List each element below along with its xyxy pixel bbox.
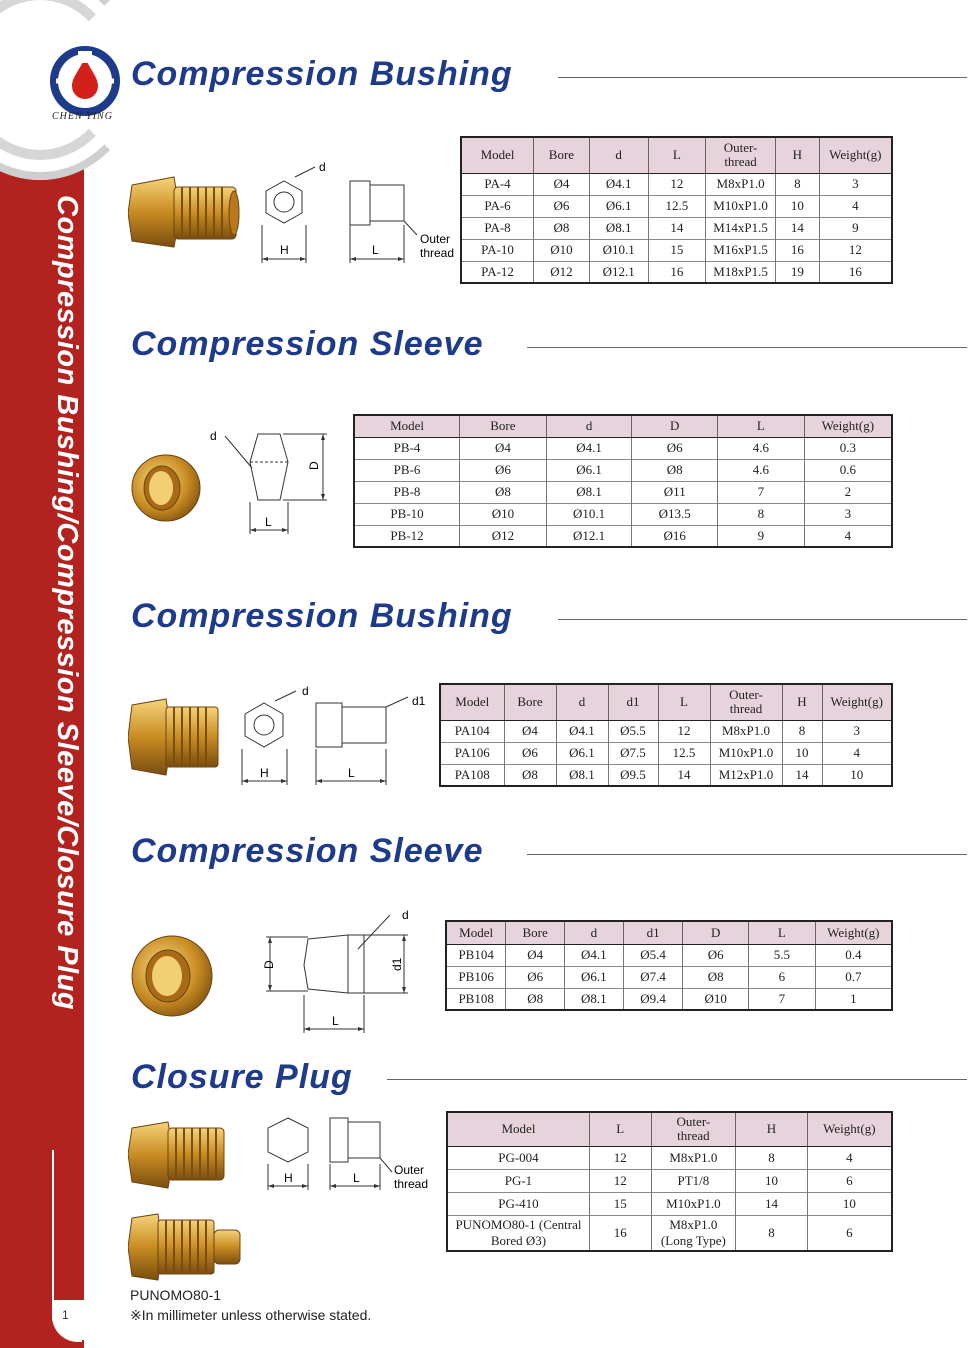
table-cell: 14 <box>648 217 706 239</box>
table-cell: PB106 <box>446 966 506 988</box>
dim-label: L <box>332 1014 339 1028</box>
table-cell: Ø6.1 <box>565 966 624 988</box>
column-header: Model <box>461 137 534 173</box>
table-cell: Ø5.5 <box>608 720 658 742</box>
table-cell: Ø4.1 <box>556 720 608 742</box>
column-header: H <box>736 1112 807 1146</box>
section-rule <box>387 1079 967 1080</box>
table-cell: Ø4 <box>534 173 590 195</box>
column-header: Model <box>440 684 504 720</box>
table-cell: M10xP1.0 <box>710 742 782 764</box>
spec-table <box>446 1111 893 1252</box>
table-cell: 2 <box>804 481 892 503</box>
table-cell: Ø8.1 <box>565 988 624 1010</box>
table-cell: 0.7 <box>815 966 892 988</box>
dim-label: d <box>210 429 217 443</box>
table-body <box>354 437 892 547</box>
table-cell: Ø6.1 <box>546 459 632 481</box>
table-body <box>461 173 892 283</box>
spec-table <box>439 683 893 787</box>
dim-label: L <box>372 243 379 257</box>
section-title: Compression Bushing <box>131 55 513 93</box>
section-title: Compression Bushing <box>131 597 513 635</box>
column-header <box>651 1112 736 1146</box>
table-cell: 9 <box>718 525 805 547</box>
table-cell: 8 <box>782 720 822 742</box>
table-cell: Ø6 <box>683 944 749 966</box>
table-cell: Ø16 <box>632 525 718 547</box>
table-cell: Ø6 <box>504 742 556 764</box>
dim-label: thread <box>420 246 455 260</box>
column-header: Weight(g) <box>804 415 892 437</box>
table-cell: Ø4.1 <box>565 944 624 966</box>
table-cell: 8 <box>775 173 819 195</box>
spec-table <box>460 136 893 284</box>
column-header-text: Outer-thread <box>723 140 758 170</box>
table-cell: PA108 <box>440 764 504 786</box>
table-cell: Ø9.5 <box>608 764 658 786</box>
dim-label: H <box>280 243 289 257</box>
table-cell: M8xP1.0 <box>710 720 782 742</box>
table-cell: PB-12 <box>354 525 460 547</box>
dim-label: d <box>402 908 409 922</box>
table-cell: Ø5.4 <box>623 944 683 966</box>
column-header-text: Outer-thread <box>676 1114 711 1144</box>
table-cell: 15 <box>589 1192 651 1215</box>
table-cell: Ø10.1 <box>589 239 648 261</box>
column-header: L <box>589 1112 651 1146</box>
table-cell: 3 <box>822 720 892 742</box>
table-cell: 10 <box>736 1169 807 1192</box>
table-cell: M16xP1.5 <box>706 239 776 261</box>
table-cell: 4 <box>819 195 892 217</box>
table-cell: 10 <box>782 742 822 764</box>
table-cell: 12.5 <box>648 195 706 217</box>
dim-label: L <box>348 766 355 780</box>
column-header: d <box>565 921 624 944</box>
table-cell: Ø6 <box>534 195 590 217</box>
table-cell: Ø8 <box>534 217 590 239</box>
column-header: d <box>546 415 632 437</box>
table-body <box>446 944 892 1010</box>
column-header: d <box>589 137 648 173</box>
table-cell: 16 <box>589 1215 651 1251</box>
table-cell: 8 <box>736 1215 807 1251</box>
table-cell: 6 <box>807 1215 892 1251</box>
table-cell: Ø6 <box>460 459 547 481</box>
table-cell: 12 <box>648 173 706 195</box>
sleeve-photo <box>128 930 218 1020</box>
table-cell: PB-4 <box>354 437 460 459</box>
table-cell: PA104 <box>440 720 504 742</box>
table-cell: Ø12.1 <box>546 525 632 547</box>
table-cell: 6 <box>749 966 816 988</box>
column-header: L <box>749 921 816 944</box>
table-cell: 12 <box>819 239 892 261</box>
table-row <box>461 217 892 239</box>
dim-label: Outer <box>394 1163 425 1177</box>
spec-table <box>445 920 893 1011</box>
dim-label: L <box>353 1171 360 1185</box>
footnote: ※In millimeter unless otherwise stated. <box>130 1307 372 1323</box>
table-row <box>447 1146 892 1169</box>
table-cell: 15 <box>648 239 706 261</box>
table-cell: PA106 <box>440 742 504 764</box>
table-cell: 19 <box>775 261 819 283</box>
sleeve-photo <box>128 448 206 526</box>
table-cell: PUNOMO80-1 (Central Bored Ø3) <box>447 1215 589 1251</box>
table-cell: 7 <box>718 481 805 503</box>
table-cell: Ø6 <box>506 966 565 988</box>
table-cell: PA-4 <box>461 173 534 195</box>
table-cell: 10 <box>807 1192 892 1215</box>
table-row <box>461 173 892 195</box>
table-cell: Ø10 <box>683 988 749 1010</box>
column-header: d1 <box>623 921 683 944</box>
table-cell: PB104 <box>446 944 506 966</box>
table-cell: PG-1 <box>447 1169 589 1192</box>
table-cell: Ø12 <box>460 525 547 547</box>
dim-label: d <box>319 160 326 174</box>
column-header: L <box>648 137 706 173</box>
table-cell: 7 <box>749 988 816 1010</box>
company-logo <box>50 46 120 116</box>
plug-drawing <box>260 1110 440 1195</box>
table-row <box>354 437 892 459</box>
page-number: 1 <box>62 1308 69 1322</box>
table-cell: PB-10 <box>354 503 460 525</box>
column-header: Weight(g) <box>822 684 892 720</box>
table-cell: Ø8.1 <box>556 764 608 786</box>
table-body <box>440 720 892 786</box>
column-header: Model <box>354 415 460 437</box>
table-cell: 4 <box>804 525 892 547</box>
table-cell: Ø6.1 <box>556 742 608 764</box>
table-cell: 4.6 <box>718 437 805 459</box>
table-cell: Ø8 <box>504 764 556 786</box>
table-cell: Ø8.1 <box>589 217 648 239</box>
table-cell: Ø10 <box>460 503 547 525</box>
column-header: D <box>683 921 749 944</box>
table-cell: Ø13.5 <box>632 503 718 525</box>
dim-label: thread <box>394 1177 429 1191</box>
column-header: Weight(g) <box>819 137 892 173</box>
column-header: L <box>658 684 710 720</box>
table-cell: Ø6 <box>632 437 718 459</box>
table-cell: M8xP1.0 <box>706 173 776 195</box>
section-title: Compression Sleeve <box>131 832 484 870</box>
table-row <box>447 1192 892 1215</box>
sleeve-drawing <box>258 905 418 1035</box>
column-header: Weight(g) <box>815 921 892 944</box>
table-cell: Ø8 <box>683 966 749 988</box>
table-cell: Ø9.4 <box>623 988 683 1010</box>
table-cell: PA-10 <box>461 239 534 261</box>
table-cell: PG-004 <box>447 1146 589 1169</box>
table-cell: 14 <box>782 764 822 786</box>
sleeve-drawing <box>205 422 335 537</box>
table-cell: 14 <box>658 764 710 786</box>
table-cell: PA-6 <box>461 195 534 217</box>
table-cell: 12.5 <box>658 742 710 764</box>
table-cell: 16 <box>775 239 819 261</box>
table-cell: 10 <box>822 764 892 786</box>
table-cell: Ø4 <box>460 437 547 459</box>
table-cell: 8 <box>718 503 805 525</box>
plug-photo <box>128 1120 228 1190</box>
bushing-photo <box>128 697 223 777</box>
column-header: H <box>782 684 822 720</box>
table-cell: 0.4 <box>815 944 892 966</box>
long-plug-photo <box>128 1212 243 1282</box>
table-cell: 4 <box>807 1146 892 1169</box>
table-cell: Ø4 <box>506 944 565 966</box>
table-row <box>461 261 892 283</box>
table-cell: Ø8 <box>506 988 565 1010</box>
table-cell: Ø7.4 <box>623 966 683 988</box>
table-row <box>354 525 892 547</box>
section-title: Closure Plug <box>131 1058 353 1096</box>
table-cell: Ø11 <box>632 481 718 503</box>
bushing-drawing <box>255 155 460 265</box>
table-cell: 12 <box>658 720 710 742</box>
table-cell: Ø4 <box>504 720 556 742</box>
table-cell: 12 <box>589 1146 651 1169</box>
table-cell: 3 <box>804 503 892 525</box>
table-cell: 3 <box>819 173 892 195</box>
section-title: Compression Sleeve <box>131 325 484 363</box>
dim-label: d <box>302 684 309 698</box>
table-cell: PB108 <box>446 988 506 1010</box>
table-cell: 0.6 <box>804 459 892 481</box>
bushing-photo <box>128 175 243 250</box>
table-cell: 5.5 <box>749 944 816 966</box>
table-cell: 8 <box>736 1146 807 1169</box>
table-row <box>354 459 892 481</box>
table-row <box>447 1169 892 1192</box>
table-cell: PB-6 <box>354 459 460 481</box>
table-row <box>354 481 892 503</box>
table-cell: Ø10 <box>534 239 590 261</box>
table-cell: M10xP1.0 <box>651 1192 736 1215</box>
table-row <box>446 966 892 988</box>
vertical-side-title: Compression Bushing/Compression Sleeve/Closure Plug <box>51 195 83 1011</box>
column-header: L <box>718 415 805 437</box>
table-cell: Ø12.1 <box>589 261 648 283</box>
table-cell: Ø8 <box>460 481 547 503</box>
table-cell: Ø10.1 <box>546 503 632 525</box>
dim-label: d1 <box>390 957 404 971</box>
dim-label: H <box>284 1171 293 1185</box>
table-cell: Ø6.1 <box>589 195 648 217</box>
column-header: Model <box>446 921 506 944</box>
table-cell: PA-8 <box>461 217 534 239</box>
dim-label: D <box>262 960 276 969</box>
column-header: Bore <box>460 415 547 437</box>
table-cell: Ø4.1 <box>546 437 632 459</box>
dim-label: Outer <box>420 232 451 246</box>
column-header <box>710 684 782 720</box>
table-row <box>461 239 892 261</box>
table-cell: Ø8 <box>632 459 718 481</box>
table-cell: 16 <box>819 261 892 283</box>
dim-label: d1 <box>412 694 426 708</box>
table-row <box>440 742 892 764</box>
table-cell: 16 <box>648 261 706 283</box>
table-cell: 12 <box>589 1169 651 1192</box>
column-header: H <box>775 137 819 173</box>
column-header: Model <box>447 1112 589 1146</box>
image-caption: PUNOMO80-1 <box>130 1287 222 1303</box>
table-cell: Ø12 <box>534 261 590 283</box>
table-cell: PB-8 <box>354 481 460 503</box>
table-cell: M8xP1.0 <box>651 1146 736 1169</box>
dim-label: L <box>265 515 272 529</box>
section-rule <box>558 619 967 620</box>
logo-brand-name: CHEN YING <box>52 111 113 122</box>
dim-label: D <box>307 461 321 470</box>
table-cell: M8xP1.0 (Long Type) <box>651 1215 736 1251</box>
table-row <box>447 1215 892 1251</box>
table-body <box>447 1146 892 1251</box>
table-cell: Ø4.1 <box>589 173 648 195</box>
column-header: Bore <box>506 921 565 944</box>
section-rule <box>527 854 967 855</box>
column-header: D <box>632 415 718 437</box>
table-cell: Ø8.1 <box>546 481 632 503</box>
dim-label: H <box>260 766 269 780</box>
table-cell: PT1/8 <box>651 1169 736 1192</box>
table-cell: M18xP1.5 <box>706 261 776 283</box>
table-row <box>446 988 892 1010</box>
table-cell: M10xP1.0 <box>706 195 776 217</box>
table-row <box>354 503 892 525</box>
column-header: d <box>556 684 608 720</box>
table-row <box>440 720 892 742</box>
table-cell: 4 <box>822 742 892 764</box>
table-row <box>461 195 892 217</box>
table-cell: 14 <box>736 1192 807 1215</box>
column-header: d1 <box>608 684 658 720</box>
column-header: Bore <box>504 684 556 720</box>
column-header-text: Outer-thread <box>729 687 763 717</box>
table-cell: 10 <box>775 195 819 217</box>
bushing-drawing <box>236 683 431 788</box>
table-cell: 0.3 <box>804 437 892 459</box>
table-cell: PA-12 <box>461 261 534 283</box>
table-cell: 14 <box>775 217 819 239</box>
column-header: Bore <box>534 137 590 173</box>
table-row <box>440 764 892 786</box>
table-cell: PG-410 <box>447 1192 589 1215</box>
table-cell: Ø7.5 <box>608 742 658 764</box>
table-cell: 4.6 <box>718 459 805 481</box>
column-header: Weight(g) <box>807 1112 892 1146</box>
section-rule <box>558 77 967 78</box>
section-rule <box>527 347 967 348</box>
table-cell: M14xP1.5 <box>706 217 776 239</box>
spec-table <box>353 414 893 548</box>
column-header <box>706 137 776 173</box>
table-cell: M12xP1.0 <box>710 764 782 786</box>
table-cell: 9 <box>819 217 892 239</box>
table-row <box>446 944 892 966</box>
table-cell: 1 <box>815 988 892 1010</box>
table-cell: 6 <box>807 1169 892 1192</box>
